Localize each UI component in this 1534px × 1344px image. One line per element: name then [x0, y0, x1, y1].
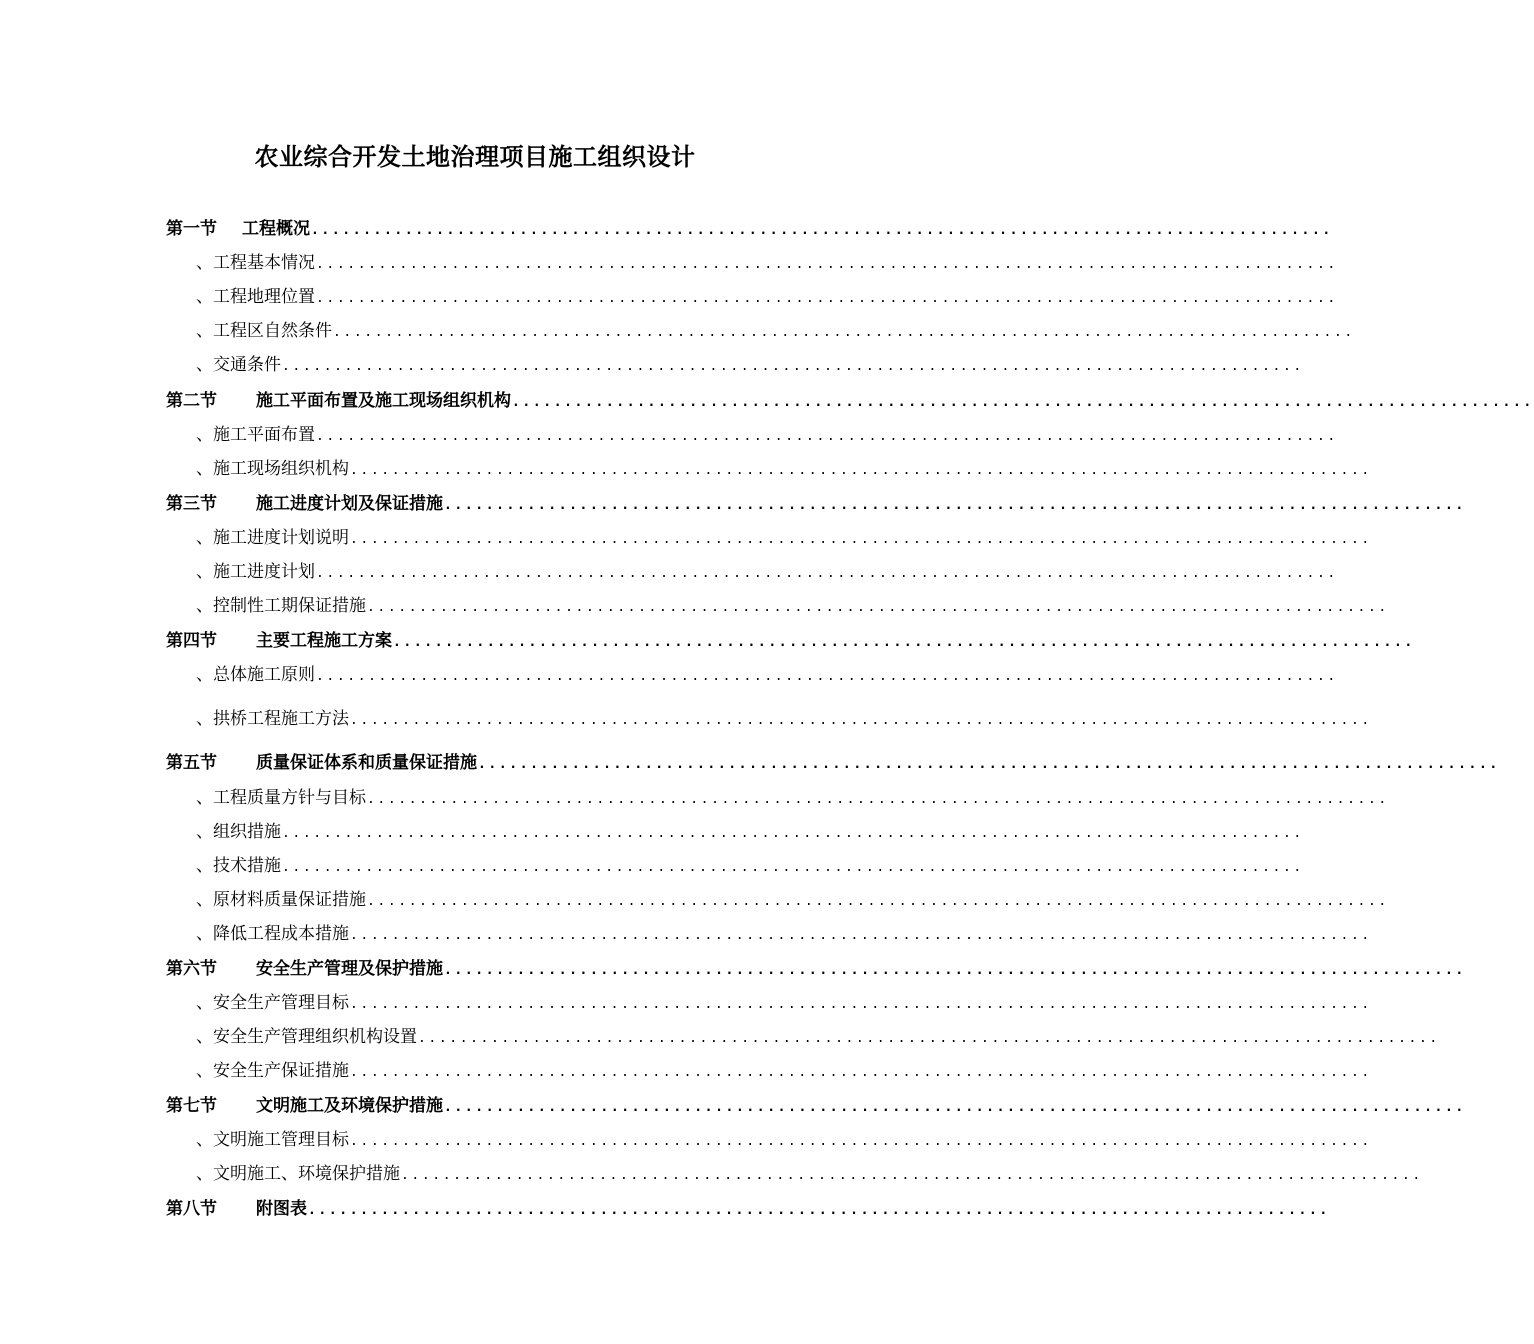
toc-section-title: 施工平面布置及施工现场组织机构 [256, 391, 511, 411]
toc-dot-leader: .................................................................................................. [393, 635, 1415, 650]
toc-dot-leader: .................................................................................................. [350, 1134, 1372, 1149]
toc-item[interactable] [166, 350, 1304, 378]
toc-section-title: 附图表 [256, 1199, 307, 1219]
toc-item[interactable] [166, 523, 1372, 551]
toc-section-number: 第三节 [166, 494, 217, 514]
toc-item[interactable] [166, 885, 1389, 913]
toc-item-marker: 、 [196, 890, 213, 910]
toc-item-title: 原材料质量保证措施 [213, 890, 366, 910]
toc-item[interactable] [166, 988, 1372, 1016]
toc-item-marker: 、 [196, 321, 213, 341]
toc-item[interactable] [166, 420, 1338, 448]
toc-dot-leader: .................................................................................................. [444, 1100, 1466, 1115]
toc-item-marker: 、 [196, 993, 213, 1013]
toc-dot-leader: .................................................................................................. [350, 997, 1372, 1012]
toc-item-marker: 、 [196, 596, 213, 616]
toc-dot-leader: .................................................................................................. [350, 713, 1372, 728]
toc-item[interactable] [166, 248, 1338, 276]
toc-item-title: 拱桥工程施工方法 [213, 709, 349, 729]
toc-item[interactable] [166, 783, 1389, 811]
toc-dot-leader: .................................................................................................. [478, 757, 1500, 772]
toc-item-title: 工程基本情况 [213, 253, 315, 273]
toc-dot-leader: .................................................................................................. [308, 1203, 1330, 1218]
toc-dot-leader: .................................................................................................. [367, 600, 1389, 615]
toc-item-marker: 、 [196, 1164, 213, 1184]
toc-section-title: 安全生产管理及保护措施 [256, 959, 443, 979]
toc-item-marker: 、 [196, 287, 213, 307]
toc-item[interactable] [166, 591, 1389, 619]
toc-dot-leader: .................................................................................................. [350, 463, 1372, 478]
toc-item-marker: 、 [196, 562, 213, 582]
toc-item[interactable] [166, 282, 1338, 310]
toc-section-1[interactable] [166, 214, 1333, 242]
toc-dot-leader: .................................................................................................. [316, 257, 1338, 272]
toc-dot-leader: .................................................................................................. [282, 359, 1304, 374]
toc-item-title: 文明施工管理目标 [213, 1130, 349, 1150]
toc-item-marker: 、 [196, 788, 213, 808]
toc-item-title: 施工进度计划说明 [213, 528, 349, 548]
toc-section-number: 第二节 [166, 391, 217, 411]
toc-dot-leader: .................................................................................................. [512, 395, 1534, 410]
toc-item-title: 工程地理位置 [213, 287, 315, 307]
toc-item-title: 技术措施 [213, 856, 281, 876]
toc-item-title: 组织措施 [213, 822, 281, 842]
toc-section-number: 第八节 [166, 1199, 217, 1219]
toc-item-marker: 、 [196, 253, 213, 273]
toc-item-title: 施工进度计划 [213, 562, 315, 582]
toc-dot-leader: .................................................................................................. [316, 429, 1338, 444]
toc-item[interactable] [166, 1056, 1372, 1084]
toc-dot-leader: .................................................................................................. [367, 894, 1389, 909]
toc-dot-leader: .................................................................................................. [350, 532, 1372, 547]
toc-item-title: 工程质量方针与目标 [213, 788, 366, 808]
toc-item-marker: 、 [196, 528, 213, 548]
toc-dot-leader: .................................................................................................. [333, 325, 1355, 340]
toc-item[interactable] [166, 454, 1372, 482]
toc-section-7[interactable] [166, 1091, 1466, 1119]
toc-item-title: 文明施工、环境保护措施 [213, 1164, 400, 1184]
toc-dot-leader: .................................................................................................. [311, 223, 1333, 238]
toc-item-marker: 、 [196, 856, 213, 876]
toc-item-marker: 、 [196, 709, 213, 729]
toc-dot-leader: .................................................................................................. [444, 963, 1466, 978]
toc-item-marker: 、 [196, 1130, 213, 1150]
document-title: 农业综合开发土地治理项目施工组织设计 [254, 142, 696, 171]
toc-item[interactable] [166, 817, 1304, 845]
toc-section-3[interactable] [166, 489, 1466, 517]
toc-item-marker: 、 [196, 459, 213, 479]
toc-item-title: 安全生产保证措施 [213, 1061, 349, 1081]
toc-section-number: 第五节 [166, 753, 217, 773]
toc-dot-leader: .................................................................................................. [282, 860, 1304, 875]
toc-section-title: 主要工程施工方案 [256, 631, 392, 651]
toc-item-marker: 、 [196, 822, 213, 842]
toc-section-title: 质量保证体系和质量保证措施 [256, 753, 477, 773]
toc-item-title: 控制性工期保证措施 [213, 596, 366, 616]
toc-item-title: 工程区自然条件 [213, 321, 332, 341]
toc-item-title: 施工平面布置 [213, 425, 315, 445]
toc-item[interactable] [166, 1022, 1440, 1050]
toc-item-title: 降低工程成本措施 [213, 924, 349, 944]
toc-section-title: 文明施工及环境保护措施 [256, 1096, 443, 1116]
toc-item[interactable] [166, 557, 1338, 585]
toc-item-marker: 、 [196, 1061, 213, 1081]
toc-dot-leader: .................................................................................................. [401, 1168, 1423, 1183]
toc-item-marker: 、 [196, 425, 213, 445]
toc-section-number: 第六节 [166, 959, 217, 979]
toc-dot-leader: .................................................................................................. [350, 1065, 1372, 1080]
toc-item[interactable] [166, 1125, 1372, 1153]
toc-section-8[interactable] [166, 1194, 1330, 1222]
toc-dot-leader: .................................................................................................. [418, 1031, 1440, 1046]
toc-section-number: 第四节 [166, 631, 217, 651]
toc-section-6[interactable] [166, 954, 1466, 982]
toc-item[interactable] [166, 660, 1338, 688]
toc-section-number: 第一节 [166, 219, 217, 239]
toc-dot-leader: .................................................................................................. [316, 669, 1338, 684]
toc-item-marker: 、 [196, 665, 213, 685]
toc-section-number: 第七节 [166, 1096, 217, 1116]
toc-item[interactable] [166, 1159, 1423, 1187]
toc-dot-leader: .................................................................................................. [316, 566, 1338, 581]
toc-dot-leader: .................................................................................................. [350, 928, 1372, 943]
toc-dot-leader: .................................................................................................. [316, 291, 1338, 306]
toc-item-title: 总体施工原则 [213, 665, 315, 685]
toc-item[interactable] [166, 704, 1372, 732]
toc-item-title: 交通条件 [213, 355, 281, 375]
toc-dot-leader: .................................................................................................. [282, 826, 1304, 841]
toc-item-title: 安全生产管理目标 [213, 993, 349, 1013]
toc-item-title: 安全生产管理组织机构设置 [213, 1027, 417, 1047]
toc-dot-leader: .................................................................................................. [444, 498, 1466, 513]
toc-section-title: 施工进度计划及保证措施 [256, 494, 443, 514]
toc-item-title: 施工现场组织机构 [213, 459, 349, 479]
toc-section-5[interactable] [166, 748, 1500, 776]
toc-item-marker: 、 [196, 355, 213, 375]
toc-item[interactable] [166, 919, 1372, 947]
toc-item[interactable] [166, 851, 1304, 879]
toc-section-title: 工程概况 [242, 219, 310, 239]
toc-dot-leader: .................................................................................................. [367, 792, 1389, 807]
toc-item[interactable] [166, 316, 1355, 344]
toc-item-marker: 、 [196, 1027, 213, 1047]
toc-section-2[interactable] [166, 386, 1534, 414]
toc-item-marker: 、 [196, 924, 213, 944]
toc-section-4[interactable] [166, 626, 1415, 654]
